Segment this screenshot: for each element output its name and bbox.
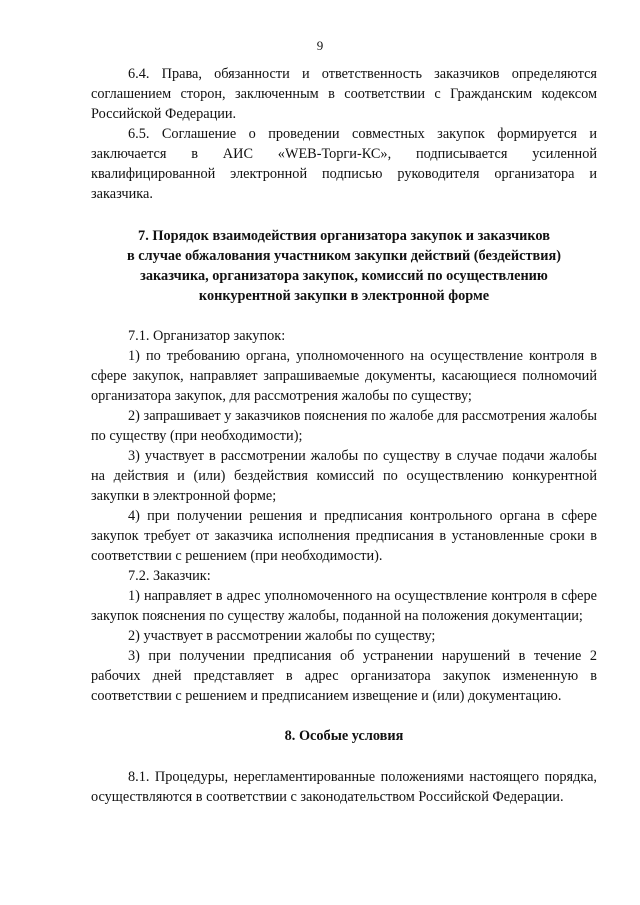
list-item-7-1-4: 4) при получении решения и предписания контрольного органа в сфере закупок требует от заказчика исполнения предписания в установленные сроки в соответствии с решением (при необходимости). bbox=[91, 508, 597, 564]
document-body bbox=[91, 64, 597, 807]
section-7-heading-line: в случае обжалования участником закупки действий (бездействия) bbox=[127, 248, 561, 264]
list-item-7-1-1: 1) по требованию органа, уполномоченного на осуществление контроля в сфере закупок, направляет запрашиваемые документы, касающиеся полномочий организатора закупок, для рассмотрения жалобы по существу; bbox=[91, 348, 597, 404]
list-item-7-2-1: 1) направляет в адрес уполномоченного на осуществление контроля в сфере закупок пояснения по существу жалобы, поданной на положения документации; bbox=[91, 588, 597, 624]
section-7-heading-line: заказчика, организатора закупок, комиссий по осуществлению bbox=[140, 268, 548, 284]
page-number: 9 bbox=[316, 38, 324, 53]
section-7-heading-line: 7. Порядок взаимодействия организатора закупок и заказчиков bbox=[138, 228, 550, 244]
subsection-7-1-intro: 7.1. Организатор закупок: bbox=[128, 328, 286, 344]
section-7-heading-line: конкурентной закупки в электронной форме bbox=[198, 288, 490, 304]
section-8-heading: 8. Особые условия bbox=[284, 728, 404, 744]
list-item-7-2-2: 2) участвует в рассмотрении жалобы по существу; bbox=[128, 628, 436, 644]
paragraph-8-1: 8.1. Процедуры, нерегламентированные положениями настоящего порядка, осуществляются в соответствии с законодательством Российской Федерации. bbox=[91, 769, 597, 805]
list-item-7-1-3: 3) участвует в рассмотрении жалобы по существу в случае подачи жалобы на действия и (или) бездействия комиссий по осуществлению конкурентной закупки в электронной форме; bbox=[91, 448, 597, 504]
paragraph-6-4: 6.4. Права, обязанности и ответственность заказчиков определяются соглашением сторон, заключенным в соответствии с Гражданским кодексом Российской Федерации. bbox=[91, 66, 597, 122]
section-7-heading bbox=[91, 226, 597, 306]
paragraph-6-5: 6.5. Соглашение о проведении совместных закупок формируется и заключается в АИС «WEB-Торги-КС», подписывается усиленной квалифицированной электронной подписью руководителя организатора и заказчика. bbox=[91, 126, 597, 202]
list-item-7-1-2: 2) запрашивает у заказчиков пояснения по жалобе для рассмотрения жалобы по существу (при необходимости); bbox=[91, 408, 597, 444]
list-item-7-2-3: 3) при получении предписания об устранении нарушений в течение 2 рабочих дней представляет в адрес организатора закупок измененную в соответствии с решением и предписанием извещение и (или) документацию. bbox=[91, 648, 597, 704]
subsection-7-2-intro: 7.2. Заказчик: bbox=[128, 568, 211, 584]
